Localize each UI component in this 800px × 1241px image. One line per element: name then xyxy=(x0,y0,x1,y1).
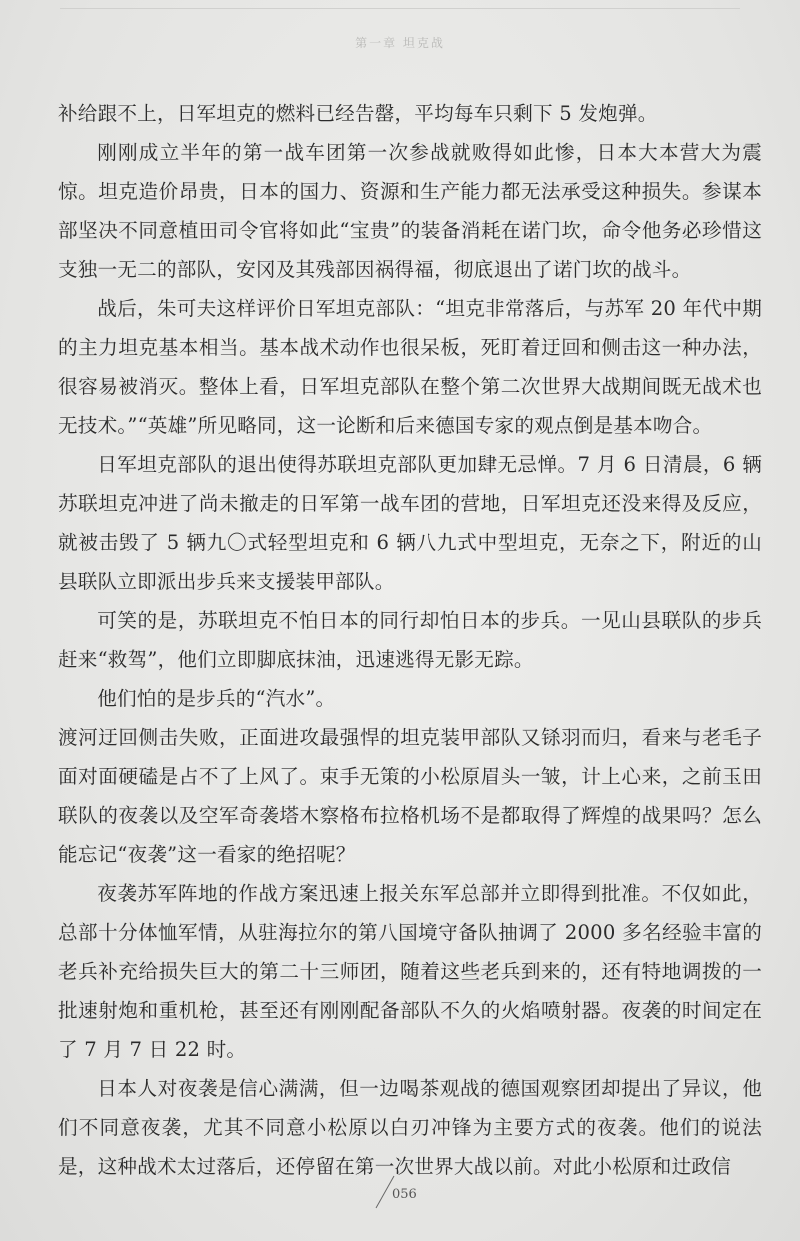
paragraph-7: 渡河迂回侧击失败，正面进攻最强悍的坦克装甲部队又铩羽而归，看来与老毛子面对面硬磕是占不了上风了。束手无策的小松原眉头一皱，计上心来，之前玉田联队的夜袭以及空军奇袭塔木察格布拉格机场不是都取得了辉煌的战果吗？怎么能忘记“夜袭”这一看家的绝招呢？ xyxy=(58,726,762,866)
running-header: 第一章 坦克战 xyxy=(355,36,445,50)
page-number: 056 xyxy=(392,1187,417,1202)
paragraph-6: 他们怕的是步兵的“汽水”。 xyxy=(97,687,336,710)
paragraph-1: 补给跟不上，日军坦克的燃料已经告罄，平均每车只剩下 5 发炮弹。 xyxy=(58,102,658,125)
paragraph-2: 刚刚成立半年的第一战车团第一次参战就败得如此惨，日本大本营大为震惊。坦克造价昂贵，日本的国力、资源和生产能力都无法承受这种损失。参谋本部坚决不同意植田司令官将如此“宝贵”的装备消耗在诺门坎，命令他务必珍惜这支独一无二的部队，安冈及其残部因祸得福，彻底退出了诺门坎的战斗。 xyxy=(58,141,762,281)
paragraph-8: 夜袭苏军阵地的作战方案迅速上报关东军总部并立即得到批准。不仅如此，总部十分体恤军情，从驻海拉尔的第八国境守备队抽调了 2000 多名经验丰富的老兵补充给损失巨大的第二十三师团，随着这些老兵到来的，还有特地调拨的一批速射炮和重机枪，甚至还有刚刚配备部队不久的火焰喷射器。夜袭的时间定在了 7 月 7 日 22 时。 xyxy=(58,882,762,1061)
body-text xyxy=(58,94,762,1186)
paragraph-9: 日本人对夜袭是信心满满，但一边喝茶观战的德国观察团却提出了异议，他们不同意夜袭，尤其不同意小松原以白刃冲锋为主要方式的夜袭。他们的说法是，这种战术太过落后，还停留在第一次世界大战以前。对此小松原和辻政信 xyxy=(58,1077,762,1178)
header-rule xyxy=(60,8,740,9)
paragraph-5: 可笑的是，苏联坦克不怕日本的同行却怕日本的步兵。一见山县联队的步兵赶来“救驾”，他们立即脚底抹油，迅速逃得无影无踪。 xyxy=(58,609,762,671)
paragraph-4: 日军坦克部队的退出使得苏联坦克部队更加肆无忌惮。7 月 6 日清晨，6 辆苏联坦克冲进了尚未撤走的日军第一战车团的营地，日军坦克还没来得及反应，就被击毁了 5 辆九〇式轻型坦克和 6 辆八九式中型坦克，无奈之下，附近的山县联队立即派出步兵来支援装甲部队。 xyxy=(58,453,762,593)
paragraph-3: 战后，朱可夫这样评价日军坦克部队：“坦克非常落后，与苏军 20 年代中期的主力坦克基本相当。基本战术动作也很呆板，死盯着迂回和侧击这一种办法，很容易被消灭。整体上看，日军坦克部队在整个第二次世界大战期间既无战术也无技术。”“英雄”所见略同，这一论断和后来德国专家的观点倒是基本吻合。 xyxy=(58,297,762,437)
